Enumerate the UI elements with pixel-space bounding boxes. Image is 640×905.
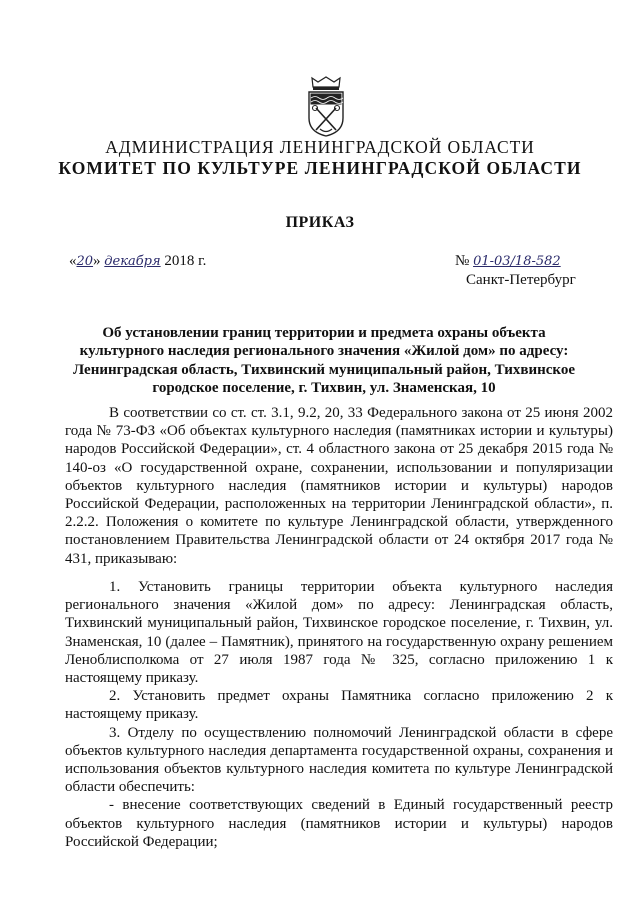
document-city: Санкт-Петербург (466, 272, 576, 288)
coat-of-arms-icon (306, 74, 346, 138)
date-quote-open: « (69, 253, 77, 269)
document-type: ПРИКАЗ (285, 214, 355, 231)
date-year: 2018 г. (160, 253, 207, 269)
order-item-3: 3. Отделу по осуществлению полномочий Ленинградской области в сфере объектов культурного наследия департамента государственной охраны, сохранения и использования объектов культурного наследия комитета по культуре Ленинградской области обеспечить: (65, 724, 613, 796)
order-item-3-sub: - внесение соответствующих сведений в Единый государственный реестр объектов культурного наследия (памятников истории и культуры) народов Российской Федерации; (65, 797, 613, 850)
committee-name: КОМИТЕТ ПО КУЛЬТУРЕ ЛЕНИНГРАДСКОЙ ОБЛАСТИ (58, 158, 582, 178)
organization-name: АДМИНИСТРАЦИЯ ЛЕНИНГРАДСКОЙ ОБЛАСТИ (105, 137, 535, 157)
order-item-2: 2. Установить предмет охраны Памятника согласно приложению 2 к настоящему приказу. (65, 688, 613, 723)
number-sign: № (455, 253, 474, 269)
order-items (65, 578, 613, 851)
date-quote-close: » (93, 253, 105, 269)
preamble (65, 404, 613, 568)
order-item-1: 1. Установить границы территории объекта культурного наследия регионального значения «Жилой дом» по адресу: Ленинградская область, Тихвинский муниципальный район, Тихвинское городское поселение, г. Тихвин, ул. Знаменская, 10 (далее – Памятник), принятого на государственную охрану решением Леноблисполкома от 27 июля 1987 года № 325, согласно приложению 1 к настоящему приказу. (65, 579, 613, 687)
document-number (455, 253, 561, 270)
number-value: 01-03/18-582 (473, 254, 561, 269)
preamble-text: В соответствии со ст. ст. 3.1, 9.2, 20, 33 Федерального закона от 25 июня 2002 года № 73-ФЗ «Об объектах культурного наследия (памятниках истории и культуры) народов Российской Федерации», ст. 4 областного закона от 25 декабря 2015 года № 140-оз «О государственной охране, сохранении, использовании и популяризации объектов культурного наследия (памятников истории и культуры) народов Российской Федерации, расположенных на территории Ленинградской области», п. 2.2.2. Положения о комитете по культуре Ленинградской области, утвержденного постановлением Правительства Ленинградской области от 24 октября 2017 года № 431, приказываю: (65, 405, 613, 567)
document-date (69, 253, 206, 270)
date-day: 20 (76, 254, 94, 269)
date-month: декабря (104, 254, 161, 269)
document-title: Об установлении границ территории и предмета охраны объекта культурного наследия регионального значения «Жилой дом» по адресу: Ленинградская область, Тихвинский муниципальный район, Тихвинское городское поселение, г. Тихвин, ул. Знаменская, 10 (72, 325, 576, 396)
